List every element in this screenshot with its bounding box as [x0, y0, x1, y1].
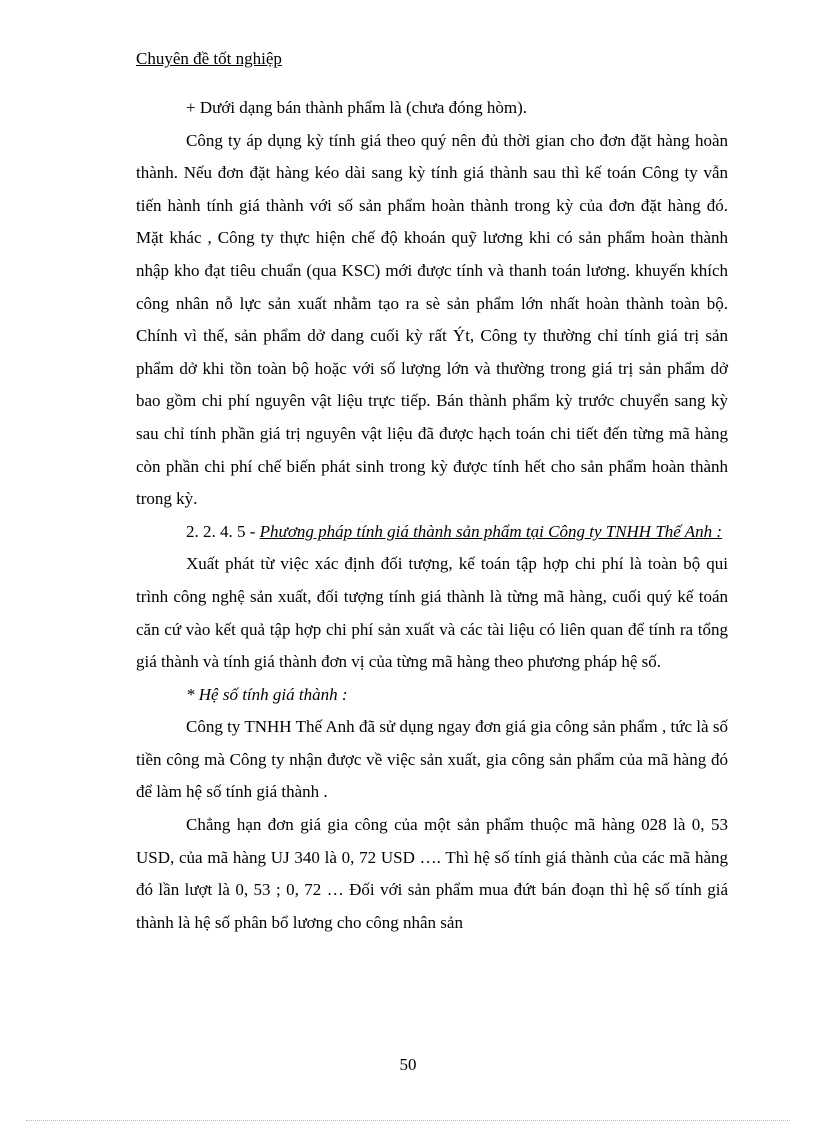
- section-heading: [136, 516, 728, 549]
- paragraph: Chẳng hạn đơn giá gia công của một sản phẩm thuộc mã hàng 028 là 0, 53 USD, của mã hàng UJ 340 là 0, 72 USD …. Thì hệ số tính giá thành của các mã hàng đó lần lượt là 0, 53 ; 0, 72 … Đối với sản phẩm mua đứt bán đoạn thì hệ số tính giá thành là hệ số phân bổ lương cho công nhân sản: [136, 815, 728, 932]
- paragraph: Công ty TNHH Thế Anh đã sử dụng ngay đơn giá gia công sản phẩm , tức là số tiền công mà Công ty nhận được về việc sản xuất, gia công sản phẩm của mã hàng đó để làm hệ số tính giá thành .: [136, 717, 728, 802]
- subheading: * Hệ số tính giá thành :: [186, 684, 348, 704]
- page-header: Chuyên đề tốt nghiệp: [136, 49, 282, 68]
- paragraph: Xuất phát từ việc xác định đối tượng, kế toán tập hợp chi phí là toàn bộ qui trình công nghệ sản xuất, đối tượng tính giá thành là từng mã hàng, cuối quý kế toán căn cứ vào kết quả tập hợp chi phí sản xuất và các tài liệu có liên quan để tính ra tổng giá thành và tính giá thành đơn vị của từng mã hàng theo phương pháp hệ số.: [136, 554, 728, 672]
- footer-divider: [26, 1120, 790, 1121]
- body-text: [136, 92, 728, 939]
- page-number: 50: [399, 1055, 417, 1074]
- paragraph-bullet: + Dưới dạng bán thành phẩm là (chưa đóng hòm).: [186, 98, 528, 117]
- section-title: Phương pháp tính giá thành sản phẩm tại Công ty TNHH Thế Anh :: [259, 521, 723, 541]
- paragraph: Công ty áp dụng kỳ tính giá theo quý nên đủ thời gian cho đơn đặt hàng hoàn thành. Nếu đơn đặt hàng kéo dài sang kỳ tính giá thành sau thì kế toán Công ty vẫn tiến hành tính giá thành với số sản phẩm hoàn thành trong kỳ của đơn đặt hàng đó. Mặt khác , Công ty thực hiện chế độ khoán quỹ lương khi có sản phẩm hoàn thành nhập kho đạt tiêu chuẩn (qua KSC) mới được tính và thanh toán lương. khuyến khích công nhân nỗ lực sản xuất nhằm tạo ra sè sản phẩm lớn nhất hoàn thành toàn bộ. Chính vì thế, sản phẩm dở dang cuối kỳ rất Ýt, Công ty thường chỉ tính giá trị sản phẩm dở khi tồn toàn bộ hoặc với số lượng lớn và thường trong giá trị sản phẩm dở bao gồm chi phí nguyên vật liệu trực tiếp. Bán thành phẩm kỳ trước chuyển sang kỳ sau chỉ tính phần giá trị nguyên vật liệu đã được hạch toán chi tiết đến từng mã hàng còn phần chi phí chế biến phát sinh trong kỳ được tính hết cho sản phẩm hoàn thành trong kỳ.: [136, 130, 728, 509]
- section-number: 2. 2. 4. 5 -: [186, 521, 260, 541]
